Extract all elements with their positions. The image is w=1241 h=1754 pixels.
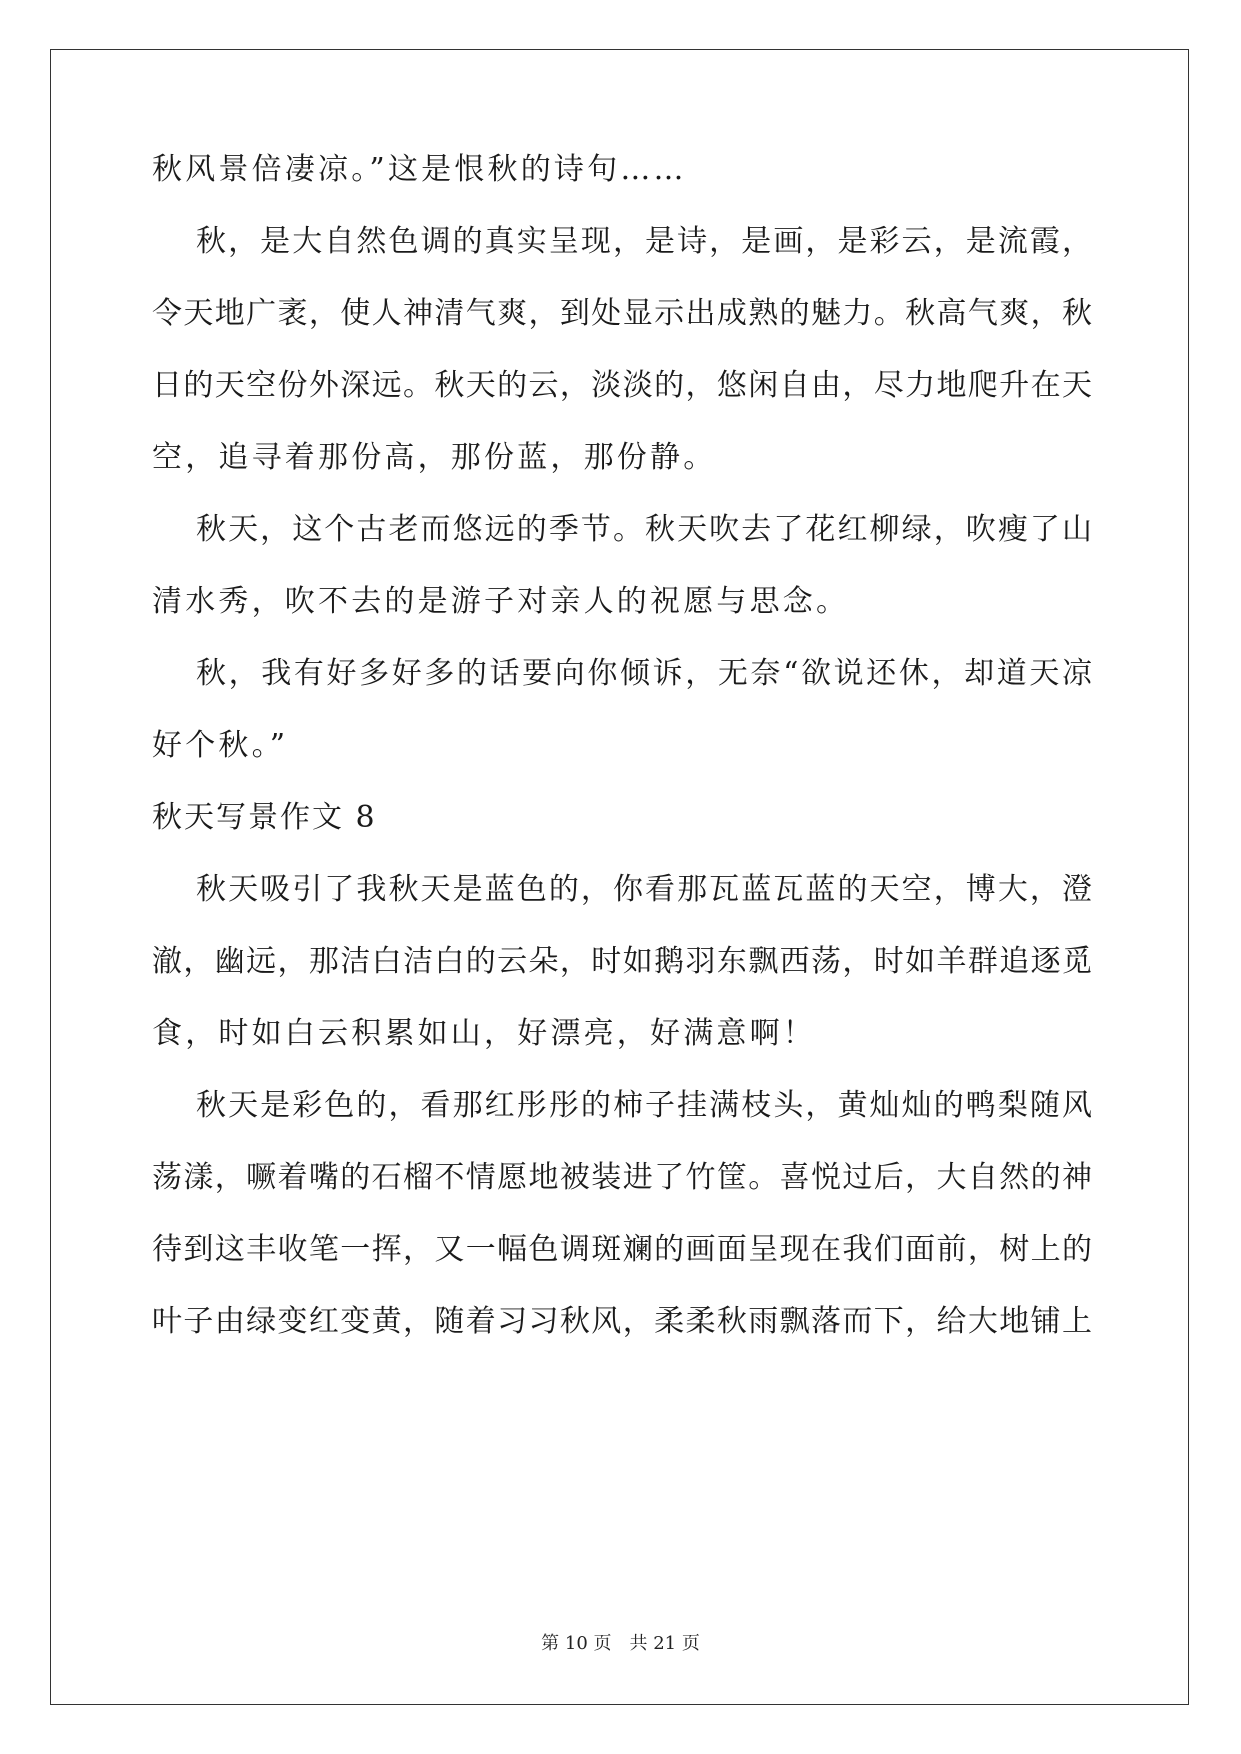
text-line: 好个秋。” (152, 728, 289, 763)
paragraph-start-line: 秋，是大自然色调的真实呈现，是诗，是画，是彩云，是流霞， (196, 224, 1092, 259)
paragraph-start-line: 秋，我有好多好多的话要向你倾诉，无奈“欲说还休，却道天凉 (196, 656, 1092, 691)
text-line: 待到这丰收笔一挥，又一幅色调斑斓的画面呈现在我们面前，树上的 (152, 1232, 1092, 1267)
paragraph-start-line: 秋天，这个古老而悠远的季节。秋天吹去了花红柳绿，吹瘦了山 (196, 512, 1092, 547)
text-line: 秋风景倍凄凉。”这是恨秋的诗句…… (152, 152, 687, 187)
paragraph-start-line: 秋天是彩色的，看那红彤彤的柿子挂满枝头，黄灿灿的鸭梨随风 (196, 1088, 1092, 1123)
text-line: 清水秀，吹不去的是游子对亲人的祝愿与思念。 (152, 584, 850, 619)
text-line: 空，追寻着那份高，那份蓝，那份静。 (152, 440, 717, 475)
text-line: 令天地广袤，使人神清气爽，到处显示出成熟的魅力。秋高气爽，秋 (152, 296, 1092, 331)
paragraph-start-line: 秋天吸引了我秋天是蓝色的，你看那瓦蓝瓦蓝的天空，博大，澄 (196, 872, 1092, 907)
text-line: 澈，幽远，那洁白洁白的云朵，时如鹅羽东飘西荡，时如羊群追逐觅 (152, 944, 1092, 979)
section-heading: 秋天写景作文 8 (152, 800, 377, 835)
page-footer: 第 10 页 共 21 页 (541, 1633, 700, 1654)
text-line: 食，时如白云积累如山，好漂亮，好满意啊！ (152, 1016, 816, 1051)
text-line: 叶子由绿变红变黄，随着习习秋风，柔柔秋雨飘落而下，给大地铺上 (152, 1304, 1092, 1339)
text-line: 荡漾，噘着嘴的石榴不情愿地被装进了竹筐。喜悦过后，大自然的神 (152, 1160, 1092, 1195)
text-line: 日的天空份外深远。秋天的云，淡淡的，悠闲自由，尽力地爬升在天 (152, 368, 1092, 403)
